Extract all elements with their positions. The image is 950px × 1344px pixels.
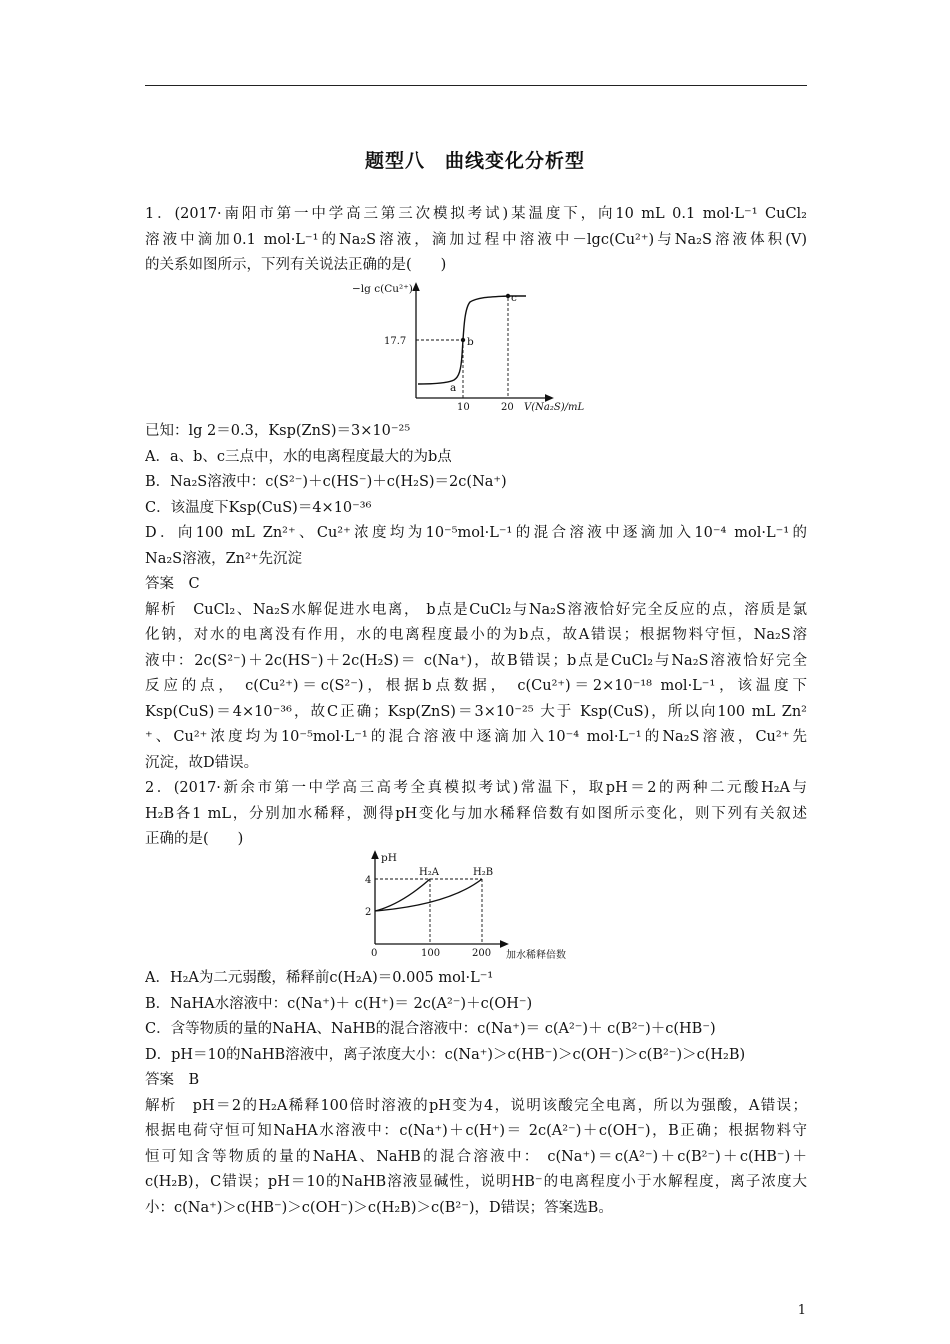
fig2-y-tick-2: 2	[365, 907, 372, 918]
q2-answer: 答案 B	[145, 1072, 200, 1088]
fig2-x-label: 加水稀释倍数	[506, 950, 566, 961]
q2-analysis-line: 小：c(Na⁺)＞c(HB⁻)＞c(OH⁻)＞c(H₂B)＞c(B²⁻)，D错误；答案选B。	[145, 1199, 613, 1216]
fig1-point-c	[506, 294, 510, 298]
q1-option-d: D．向100 mL Zn²⁺、Cu²⁺浓度均为10⁻⁵mol·L⁻¹的混合溶液中逐滴加入10⁻⁴ mol·L⁻¹的	[145, 525, 807, 541]
fig2-series-h2a-label: H₂A	[419, 867, 439, 878]
q1-option-c: C．该温度下Ksp(CuS)＝4×10⁻³⁶	[145, 499, 372, 516]
q2-option-b: B．NaHA水溶液中：c(Na⁺)＋ c(H⁺)＝ 2c(A²⁻)＋c(OH⁻)	[145, 995, 533, 1012]
fig1-x-tick-20: 20	[501, 402, 514, 413]
fig1-x-tick-10: 10	[457, 402, 470, 413]
q1-option-a: A．a、b、c三点中，水的电离程度最大的为b点	[145, 448, 452, 465]
q2-stem-line: H₂B各1 mL，分别加水稀释，测得pH变化与加水稀释倍数有如图所示变化，则下列有关叙述	[145, 805, 807, 822]
q2-analysis-line: 解析 pH＝2的H₂A稀释100倍时溶液的pH变为4，说明该酸完全电离，所以为强酸，A错误；	[145, 1097, 807, 1114]
figure-1-titration-curve	[340, 280, 630, 415]
q1-stem-line: 溶液中滴加0.1 mol·L⁻¹的Na₂S溶液，滴加过程中溶液中－lgc(Cu²⁺)与Na₂S溶液体积(V)	[145, 231, 807, 248]
q2-stem-line: 2．(2017·新余市第一中学高三高考全真模拟考试)常温下，取pH＝2的两种二元酸H₂A与	[145, 780, 807, 796]
fig1-y-label: −lg c(Cu²⁺)	[352, 283, 413, 295]
q2-analysis-line: 恒可知含等物质的量的NaHA、NaHB的混合溶液中： c(Na⁺)＝c(A²⁻)＋c(B²⁻)＋c(HB⁻)＋	[145, 1148, 807, 1165]
fig1-y-tick-label: 17.7	[384, 336, 407, 347]
fig1-point-b	[461, 338, 465, 342]
q1-option-d-cont: Na₂S溶液，Zn²⁺先沉淀	[145, 550, 302, 567]
q1-stem	[145, 202, 807, 279]
q1-stem-line: 的关系如图所示，下列有关说法正确的是( )	[145, 257, 447, 273]
fig1-point-a-label: a	[450, 382, 457, 394]
fig2-y-tick-4: 4	[365, 875, 372, 886]
fig2-origin: 0	[371, 948, 378, 959]
q1-analysis-line: ⁺、Cu²⁺浓度均为10⁻⁵mol·L⁻¹的混合溶液中逐滴加入10⁻⁴ mol·L⁻¹的Na₂S溶液，Cu²⁺先	[145, 729, 807, 745]
q1-analysis-line: 反应的点， c(Cu²⁺)＝c(S²⁻)，根据b点数据， c(Cu²⁺)＝2×10⁻¹⁸ mol·L⁻¹，该温度下	[145, 678, 807, 694]
fig2-y-label: pH	[381, 852, 397, 864]
fig1-x-label: V(Na₂S)/mL	[524, 402, 585, 413]
q1-option-b: B．Na₂S溶液中：c(S²⁻)＋c(HS⁻)＋c(H₂S)＝2c(Na⁺)	[145, 474, 507, 490]
fig2-x-tick-200: 200	[472, 948, 492, 959]
figure-2-dilution-curve	[355, 848, 605, 966]
q1-known: 已知：lg 2＝0.3，Ksp(ZnS)＝3×10⁻²⁵	[145, 423, 411, 439]
q1-stem-line: 1．(2017·南阳市第一中学高三第三次模拟考试)某温度下，向10 mL 0.1 mol·L⁻¹ CuCl₂	[145, 206, 807, 222]
q2-stem-line: 正确的是( )	[145, 831, 244, 847]
q1-analysis-line: 沉淀，故D错误。	[145, 754, 259, 771]
page-number: 1	[797, 1303, 806, 1318]
q1-answer: 答案 C	[145, 576, 200, 592]
top-rule	[145, 85, 807, 86]
fig1-point-b-label: b	[467, 336, 474, 348]
fig2-x-tick-100: 100	[421, 948, 441, 959]
q1-body	[145, 419, 807, 853]
q2-option-d: D．pH＝10的NaHB溶液中，离子浓度大小：c(Na⁺)＞c(HB⁻)＞c(OH⁻)＞c(B²⁻)＞c(H₂B)	[145, 1046, 746, 1063]
fig2-series-h2b-label: H₂B	[473, 867, 494, 878]
fig2-series-h2b	[375, 879, 482, 911]
q2-body	[145, 966, 807, 1221]
q1-analysis-line: 液中：2c(S²⁻)＋2c(HS⁻)＋2c(H₂S)＝ c(Na⁺)，故B错误；b点是CuCl₂与Na₂S溶液恰好完全	[145, 652, 807, 669]
fig2-series-h2a	[375, 879, 430, 911]
q2-option-c: C．含等物质的量的NaHA、NaHB的混合溶液中：c(Na⁺)＝ c(A²⁻)＋ c(B²⁻)＋c(HB⁻)	[145, 1021, 716, 1037]
q2-analysis-line: c(H₂B)，C错误；pH＝10的NaHB溶液显碱性，说明HB⁻的电离程度小于水解程度，离子浓度大	[145, 1174, 807, 1190]
fig1-point-c-label: c	[511, 292, 517, 304]
q2-analysis-line: 根据电荷守恒可知NaHA水溶液中：c(Na⁺)＋c(H⁺)＝ 2c(A²⁻)＋c(OH⁻)，B正确；根据物料守	[145, 1123, 807, 1139]
q2-option-a: A．H₂A为二元弱酸，稀释前c(H₂A)＝0.005 mol·L⁻¹	[145, 970, 494, 986]
page-title: 题型八 曲线变化分析型	[364, 150, 585, 172]
q1-analysis-line: 解析 CuCl₂、Na₂S水解促进水电离， b点是CuCl₂与Na₂S溶液恰好完全反应的点，溶质是氯	[145, 601, 807, 618]
q1-analysis-line: Ksp(CuS)＝4×10⁻³⁶，故C正确；Ksp(ZnS)＝3×10⁻²⁵ 大于 Ksp(CuS)，所以向100 mL Zn²	[145, 703, 807, 720]
q1-analysis-line: 化钠，对水的电离没有作用，水的电离程度最小的为b点，故A错误；根据物料守恒，Na₂S溶	[145, 627, 807, 643]
